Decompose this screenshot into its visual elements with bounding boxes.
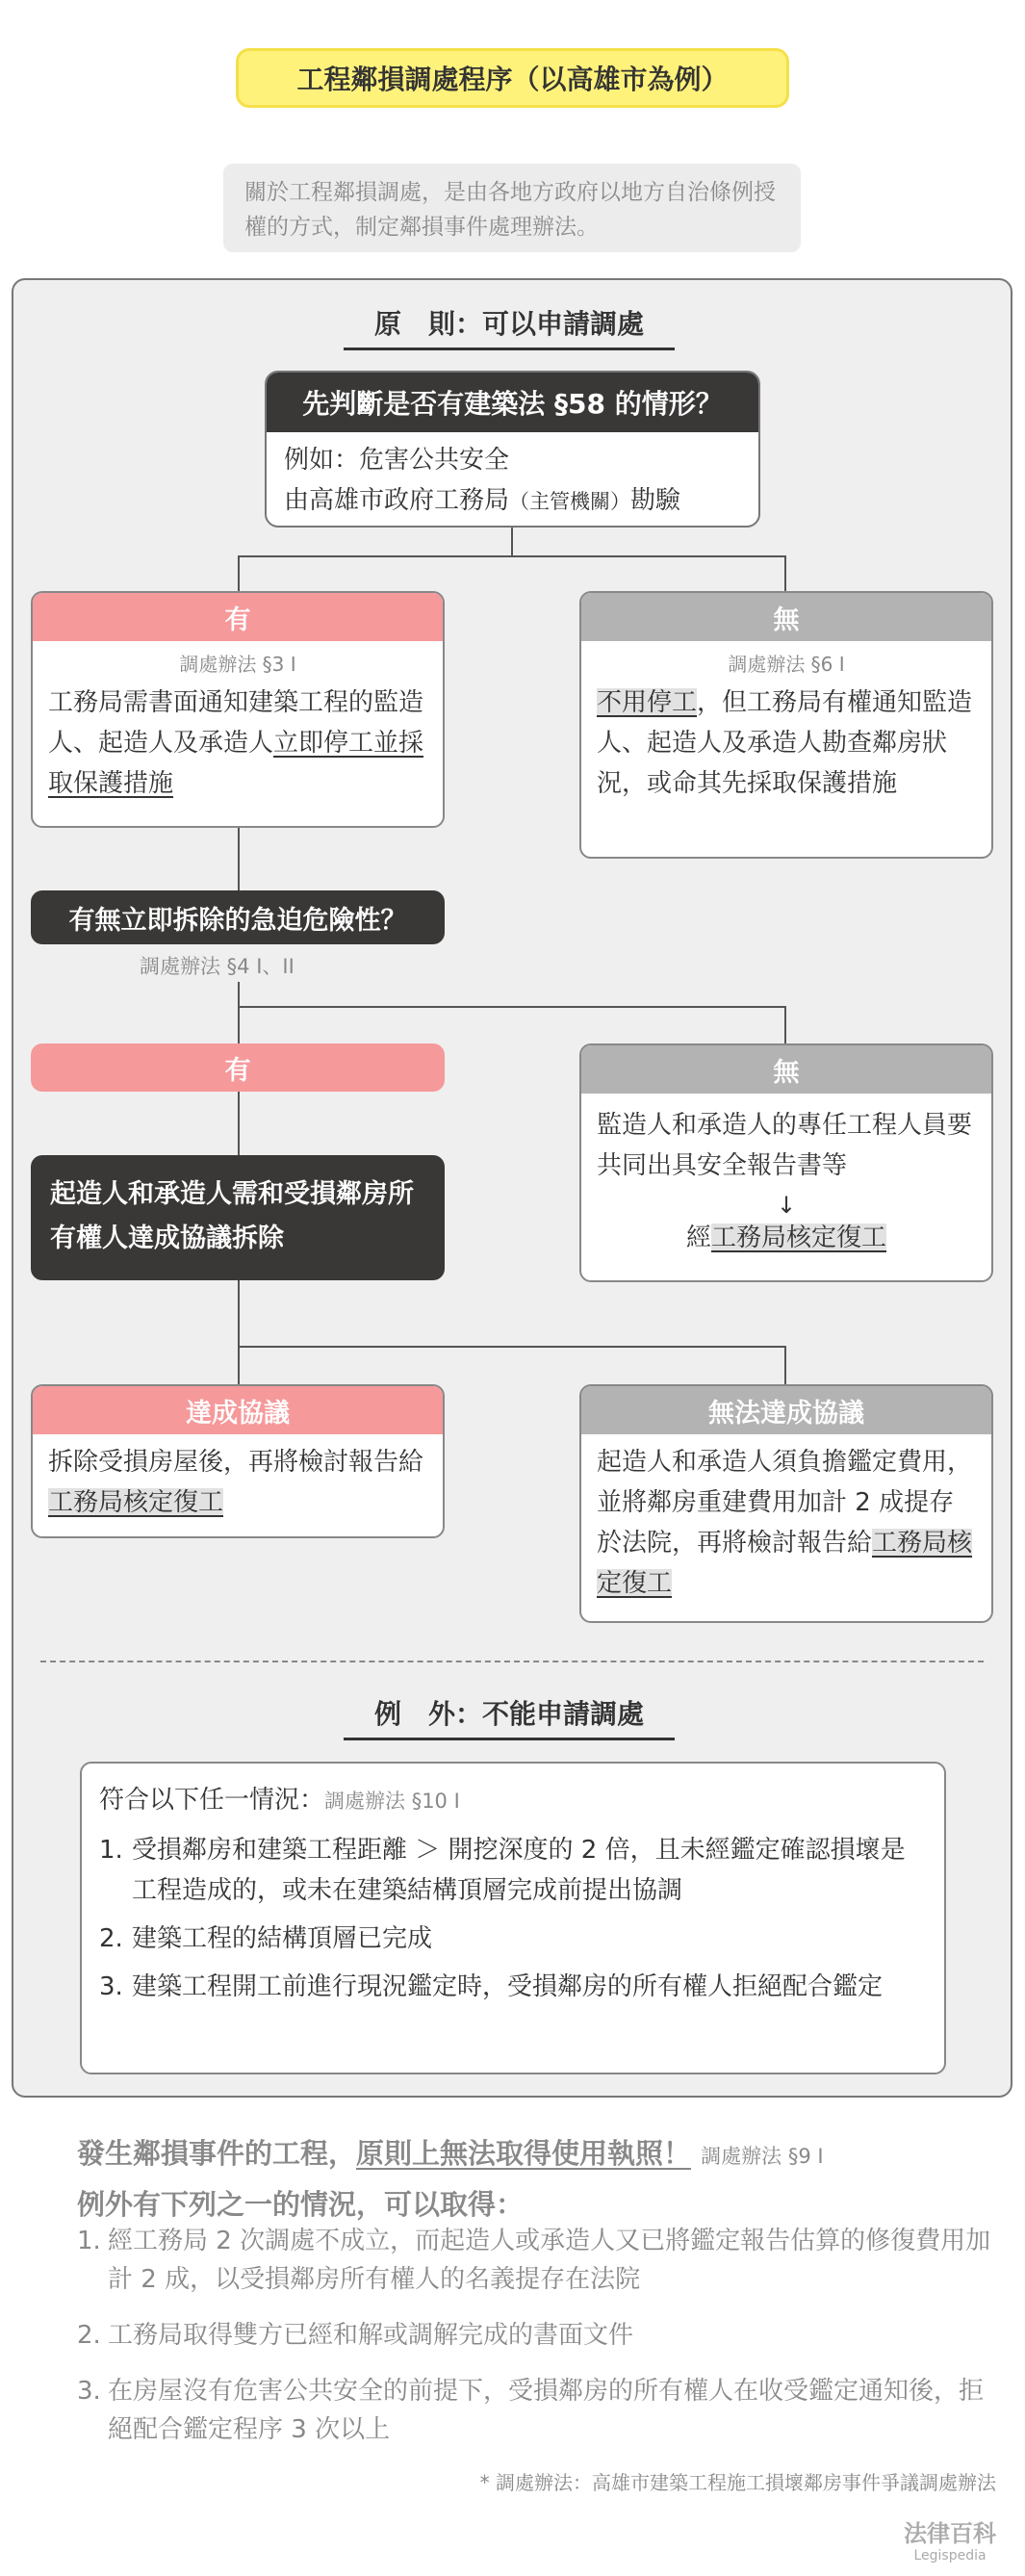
- exception-list: [99, 1830, 927, 2007]
- inspection-authority: 由高雄市政府工務局: [284, 486, 510, 515]
- no2-label: 無: [581, 1045, 991, 1094]
- no2-result-highlight: 工務局核定復工: [711, 1224, 887, 1252]
- list-number: 3.: [77, 2377, 101, 2406]
- exception-lead-text: 符合以下任一情況：: [99, 1786, 325, 1815]
- list-text: 經工務局 2 次調處不成立，而起造人或承造人又已將鑑定報告估算的修復費用加計 2 成，以受損鄰房所有權人的名義提存在法院: [108, 2227, 991, 2294]
- disagree-card: [579, 1384, 993, 1623]
- yes2-label: 有: [31, 1043, 445, 1092]
- connector: [784, 555, 786, 591]
- list-text: 受損鄰房和建築工程距離 ＞ 開挖深度的 2 倍，且未經鑑定確認損壞是工程造成的，或未在建築結構頂層完成前提出協調: [132, 1836, 906, 1905]
- brand-logo: [904, 2514, 996, 2563]
- no-text-highlight: 不用停工: [597, 688, 698, 717]
- disagree-text-main: 起造人和承造人須負擔鑑定費用，並將鄰房重建費用加計 2 成提存於法院，再將檢討報告給: [597, 1448, 973, 1558]
- exception-ref: 調處辦法 §10 I: [324, 1790, 460, 1813]
- list-number: 1.: [77, 2227, 101, 2255]
- authority-note: （主管機關）: [509, 490, 631, 513]
- connector: [238, 1006, 786, 1008]
- question-title: 先判斷是否有建築法 §58 的情形？: [267, 373, 758, 432]
- question-card: [265, 371, 760, 528]
- question2: 有無立即拆除的急迫危險性？: [31, 890, 445, 944]
- list-number: 3.: [99, 1972, 123, 2001]
- footer-heading-line2: 例外有下列之一的情況，可以取得：: [77, 2188, 525, 2221]
- list-number: 2.: [77, 2321, 101, 2350]
- list-item: [99, 1830, 927, 1911]
- agree-card: [31, 1384, 445, 1538]
- yes-label: 有: [33, 593, 443, 641]
- yes-text: [33, 677, 443, 810]
- connector: [238, 828, 240, 891]
- question-body: [267, 432, 758, 528]
- section-divider: [40, 1661, 984, 1662]
- agree-text-highlight: 工務局核定復工: [48, 1488, 224, 1517]
- yes-text-main: 工務局需書面通知建築工程的監造人、起造人及承造人: [48, 688, 424, 758]
- question-inspection: [284, 480, 741, 522]
- inspection-verb: 勘驗: [630, 486, 681, 515]
- connector: [238, 1280, 240, 1384]
- yes-card: [31, 591, 445, 828]
- agree-label: 達成協議: [33, 1386, 443, 1434]
- no2-result: [581, 1219, 991, 1257]
- disagree-text-highlight: 工務局核定復工: [597, 1529, 973, 1598]
- yes-ref: 調處辦法 §3 I: [179, 653, 296, 676]
- no-card: [579, 591, 993, 859]
- agreement-box: 起造人和承造人需和受損鄰房所有權人達成協議拆除: [31, 1155, 445, 1280]
- title-banner: [236, 48, 789, 108]
- agree-text: [33, 1434, 443, 1529]
- connector: [784, 1006, 786, 1043]
- exception-heading: 例 外：不能申請調處: [344, 1687, 675, 1740]
- no-label: 無: [581, 593, 991, 641]
- page-title: 工程鄰損調處程序（以高雄市為例）: [296, 64, 729, 95]
- no2-text: 監造人和承造人的專任工程人員要共同出具安全報告書等: [597, 1111, 973, 1180]
- connector: [238, 982, 240, 1043]
- exception-box: [80, 1762, 946, 2074]
- list-item: [77, 2222, 1001, 2299]
- principle-heading: 原 則：可以申請調處: [344, 296, 675, 350]
- footer-list: [77, 2222, 1001, 2466]
- disagree-text: [581, 1434, 991, 1610]
- connector: [238, 1346, 786, 1348]
- no2-result-prefix: 經: [685, 1224, 711, 1252]
- list-number: 1.: [99, 1836, 123, 1865]
- list-text: 在房屋沒有危害公共安全的前提下，受損鄰房的所有權人在收受鑑定通知後，拒絕配合鑑定程序 3 次以上: [108, 2377, 985, 2444]
- footer-heading: [77, 2129, 1001, 2228]
- connector: [238, 555, 786, 557]
- footer-heading-underline: 原則上無法取得使用執照！: [356, 2137, 692, 2170]
- list-item: [77, 2316, 1001, 2355]
- list-item: [99, 1919, 927, 1959]
- connector: [511, 528, 513, 556]
- agree-text-main: 拆除受損房屋後，再將檢討報告給: [48, 1448, 424, 1477]
- brand-name: 法律百科: [904, 2520, 996, 2547]
- question-example: 例如：危害公共安全: [284, 446, 510, 475]
- no-ref: 調處辦法 §6 I: [728, 653, 845, 676]
- footer-heading-ref: 調處辦法 §9 I: [701, 2145, 824, 2168]
- list-text: 建築工程開工前進行現況鑑定時，受損鄰房的所有權人拒絕配合鑑定: [132, 1972, 884, 2001]
- no2-card: [579, 1043, 993, 1282]
- connector: [784, 1346, 786, 1384]
- list-text: 工務局取得雙方已經和解或調解完成的書面文件: [108, 2321, 634, 2350]
- disagree-label: 無法達成協議: [581, 1386, 991, 1434]
- footer-heading-line1: [77, 2129, 1001, 2180]
- connector: [238, 555, 240, 591]
- footer-heading-text: 發生鄰損事件的工程，: [77, 2137, 357, 2170]
- brand-name-en: Legispedia: [913, 2548, 987, 2563]
- list-number: 2.: [99, 1924, 123, 1953]
- no-text: [581, 677, 991, 810]
- yes2-card: [31, 1043, 445, 1092]
- yes-text-underline: 立即停工並採取保護措施: [48, 729, 424, 798]
- list-item: [77, 2372, 1001, 2449]
- connector: [238, 1092, 240, 1155]
- footnote: * 調處辦法：高雄市建築工程施工損壞鄰房事件爭議調處辦法: [479, 2471, 996, 2494]
- intro-note: 關於工程鄰損調處，是由各地方政府以地方自治條例授權的方式，制定鄰損事件處理辦法。: [223, 164, 801, 252]
- down-arrow-icon: ↓: [776, 1192, 797, 1219]
- no-text-main: ，但工務局有權通知監造人、起造人及承造人勘查鄰房狀況，或命其先採取保護措施: [597, 688, 973, 798]
- list-text: 建築工程的結構頂層已完成: [132, 1924, 433, 1953]
- question2-ref: 調處辦法 §4 I、II: [140, 955, 295, 978]
- exception-lead: [99, 1781, 927, 1820]
- list-item: [99, 1967, 927, 2007]
